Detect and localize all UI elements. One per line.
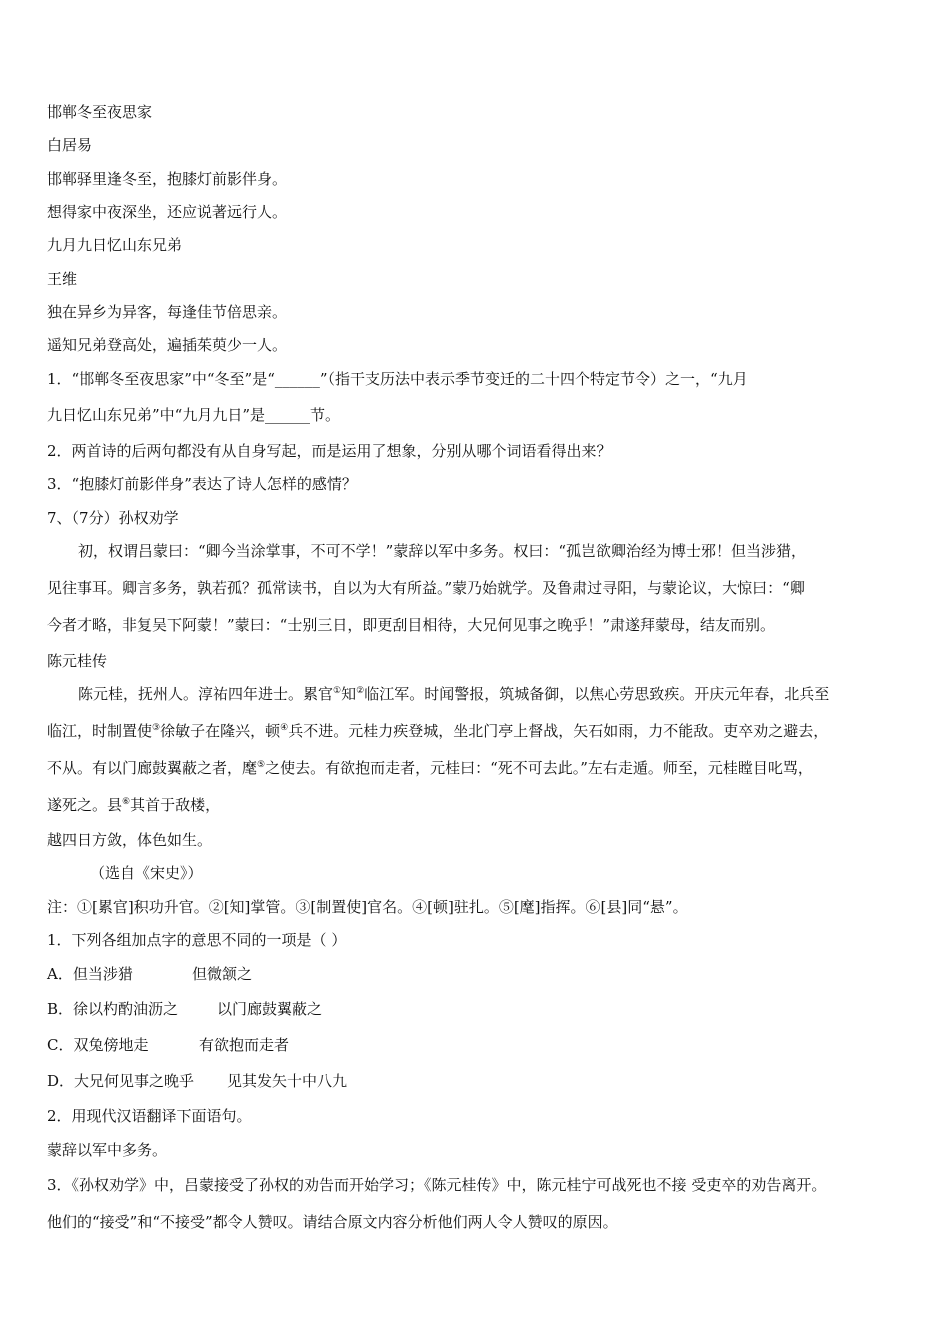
reading-question-3: 3．《孙权劝学》中，吕蒙接受了孙权的劝告而开始学习；《陈元桂传》中，陈元桂宁可战死也不接 受吏卒的劝告离开。 [47, 1176, 827, 1194]
chen-line-5: 越四日方敛，体色如生。 [47, 831, 213, 849]
option-a [47, 964, 910, 984]
poem2-title: 九月九日忆山东兄弟 [47, 236, 183, 254]
notes: 注：①[累官]积功升官。②[知]掌管。③[制置使]官名。④[顿]驻扎。⑤[麾]指挥。⑥[县]同“悬”。 [47, 898, 688, 916]
poem1-line-1: 邯郸驿里逢冬至，抱膝灯前影伴身。 [47, 170, 288, 188]
option-a-pair: 但微颔之 [192, 965, 253, 983]
poem2-author: 王维 [47, 270, 78, 288]
poem2-line-2: 遥知兄弟登高处，遍插茱萸少一人。 [47, 336, 288, 354]
option-d [47, 1071, 910, 1091]
option-c [47, 1035, 910, 1055]
chen-line-2: 临江，时制置使③徐敏子在隆兴，顿④兵不进。元桂力疾登城，坐北门亭上督战，矢石如雨，力不能敌。吏卒劝之避去， [47, 722, 829, 740]
poem1-author: 白居易 [47, 136, 93, 154]
sunquan-line-2: 见往事耳。卿言多务，孰若孤？孤常读书，自以为大有所益。”蒙乃始就学。及鲁肃过寻阳，与蒙论议，大惊曰：“卿 [47, 579, 805, 597]
note-marker: ⑥ [122, 797, 131, 807]
chen-title: 陈元桂传 [47, 652, 108, 670]
poem1-title: 邯郸冬至夜思家 [47, 103, 153, 121]
source-citation: （选自《宋史》） [90, 864, 203, 882]
chen-line-4: 遂死之。县⑥其首于敌楼， [47, 796, 221, 814]
note-marker: ⑤ [257, 760, 266, 770]
poem-question-3: 3．“抱膝灯前影伴身”表达了诗人怎样的感情？ [47, 475, 357, 493]
chen-line-1: 陈元桂，抚州人。淳祐四年进士。累官①知②临江军。时闻警报，筑城备御，以焦心劳思致疾。开庆元年春，北兵至 [78, 685, 830, 703]
option-a-label: A．但当涉猎 [47, 965, 133, 983]
sunquan-line-3: 今者才略，非复吴下阿蒙！”蒙曰：“士别三日，即更刮目相待，大兄何见事之晚乎！”肃遂拜蒙母，结友而别。 [47, 616, 776, 634]
note-marker: ④ [280, 723, 289, 733]
poem-question-2: 2．两首诗的后两句都没有从自身写起，而是运用了想象，分别从哪个词语看得出来？ [47, 442, 612, 460]
question-7-header: 7、（7分）孙权劝学 [47, 509, 179, 527]
option-d-label: D．大兄何见事之晚乎 [47, 1072, 195, 1090]
reading-question-2: 2．用现代汉语翻译下面语句。 [47, 1107, 252, 1125]
poem2-line-1: 独在异乡为异客，每逢佳节倍思亲。 [47, 303, 288, 321]
note-marker: ② [356, 686, 365, 696]
chen-line-3: 不从。有以门廊鼓翼蔽之者，麾⑤之使去。有欲抱而走者，元桂曰：“死不可去此。”左右走遁。师至，元桂瞠目叱骂， [47, 759, 813, 777]
poem1-line-2: 想得家中夜深坐，还应说著远行人。 [47, 203, 288, 221]
option-b-label: B．徐以杓酌油沥之 [47, 1000, 179, 1018]
sunquan-line-1: 初，权谓吕蒙曰：“卿今当涂掌事，不可不学！”蒙辞以军中多务。权曰：“孤岂欲卿治经为博士邪！但当涉猎， [78, 542, 807, 560]
option-c-label: C．双兔傍地走 [47, 1036, 149, 1054]
note-marker: ① [333, 686, 342, 696]
note-marker: ③ [152, 723, 161, 733]
option-c-pair: 有欲抱而走者 [199, 1036, 290, 1054]
reading-question-1: 1．下列各组加点字的意思不同的一项是（ ） [47, 931, 347, 949]
option-b-pair: 以门廊鼓翼蔽之 [217, 1000, 323, 1018]
poem-question-1-cont: 九日忆山东兄弟”中“九月九日”是______节。 [47, 406, 341, 424]
option-d-pair: 见其发矢十中八九 [227, 1072, 348, 1090]
translate-sentence: 蒙辞以军中多务。 [47, 1141, 168, 1159]
reading-question-3-cont: 他们的“接受”和“不接受”都令人赞叹。请结合原文内容分析他们两人令人赞叹的原因。 [47, 1213, 618, 1231]
option-b [47, 999, 910, 1019]
poem-question-1: 1．“邯郸冬至夜思家”中“冬至”是“______”（指干支历法中表示季节变迁的二十四个特定节令）之一，“九月 [47, 370, 748, 388]
